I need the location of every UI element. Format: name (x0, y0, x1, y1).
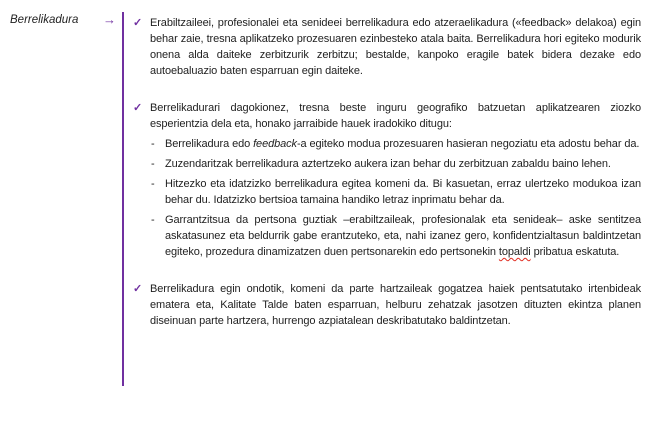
bullet-paragraph-1 (133, 15, 641, 79)
sub-bullet-text (165, 212, 641, 260)
sub-bullet-3 (150, 176, 641, 208)
sub-4-post: pribatua eskatuta. (530, 246, 620, 258)
dash-bullet-icon: - (151, 158, 155, 170)
checkmark-icon: ✓ (133, 283, 143, 295)
sub-4-pre: Garrantzitsua da pertsona guztiak –erabiltzaileak, profesionalak eta senideak– aske sentitzea askatasunez eta beldurrik gabe erantzuteko, eta, nahi izanez gero, konfidentzialtasun baldintzetan egiteko, prozedura dinamizatzen duen pertsonarekin edo pertsonekin (165, 214, 641, 258)
sub-3-text: Hitzezko eta idatzizko berrelikadura egitea komeni da. Bi kasuetan, erraz ulertzeko modukoa izan behar du. Idatzizko bertsioa tamaina handiko letraz inprimatu behar da. (165, 178, 641, 206)
sub-bullet-list (150, 136, 641, 260)
sub-bullet-2 (150, 156, 641, 172)
margin-label-text: Berrelikadura (10, 14, 79, 26)
bullet-paragraph-3 (133, 281, 641, 329)
sub-bullet-text (165, 136, 641, 152)
checkmark-icon: ✓ (133, 17, 143, 29)
content-block (122, 12, 641, 386)
dash-bullet-icon: - (151, 178, 155, 190)
dash-bullet-icon: - (151, 138, 155, 150)
sub-1-italic-word: feedback (253, 138, 297, 150)
checkmark-icon: ✓ (133, 102, 143, 114)
dash-bullet-icon: - (151, 214, 155, 226)
sub-2-text: Zuzendaritzak berrelikadura aztertzeko aukera izan behar du zerbitzuan zabaldu baino lehen. (165, 158, 611, 170)
sub-bullet-4 (150, 212, 641, 260)
margin-label (10, 13, 116, 28)
right-arrow-icon: → (103, 12, 116, 27)
sub-1-post: -a egiteko modua prozesuaren hasieran negoziatu eta adostu behar da. (296, 138, 640, 150)
sub-1-pre: Berrelikadura edo (165, 138, 254, 150)
sub-bullet-1 (150, 136, 641, 152)
paragraph-1-text: Erabiltzaileei, profesionalei eta senideei berrelikadura edo atzeraelikadura («feedback» delakoa) egin behar zaie, tresna aplikatzeko prozesuaren ezinbesteko atala baita. Berrelikadura hori egiteko modurik onena alda daiteke zerbitzurik zerbitzu; bestalde, kanpoko eragile batek bidera dezake edo autoebaluazio baten esparruan egin daiteke. (150, 17, 641, 77)
bullet-paragraph-2 (133, 100, 641, 260)
paragraph-2-intro: Berrelikadurari dagokionez, tresna beste inguru geografiko batzuetan aplikatzearen ziozko esperientzia dela eta, honako jarraibide hauek iradokiko ditugu: (150, 102, 641, 130)
paragraph-text (150, 281, 641, 329)
misspelled-word: topaldi (498, 246, 531, 258)
paragraph-3-text: Berrelikadura egin ondotik, komeni da parte hartzaileak gogatzea haiek pentsatutako irtenbideak ematera eta, Kalitate Talde baten esparruan, helburu zehatzak jasotzen dituzten ekintza planen diseinuan parte hartzera, hurrengo azpiatalean deskribatutako baldintzetan. (150, 283, 641, 327)
paragraph-text (150, 15, 641, 79)
sub-bullet-text (165, 176, 641, 208)
sub-bullet-text (165, 156, 641, 172)
paragraph-text (150, 100, 641, 132)
